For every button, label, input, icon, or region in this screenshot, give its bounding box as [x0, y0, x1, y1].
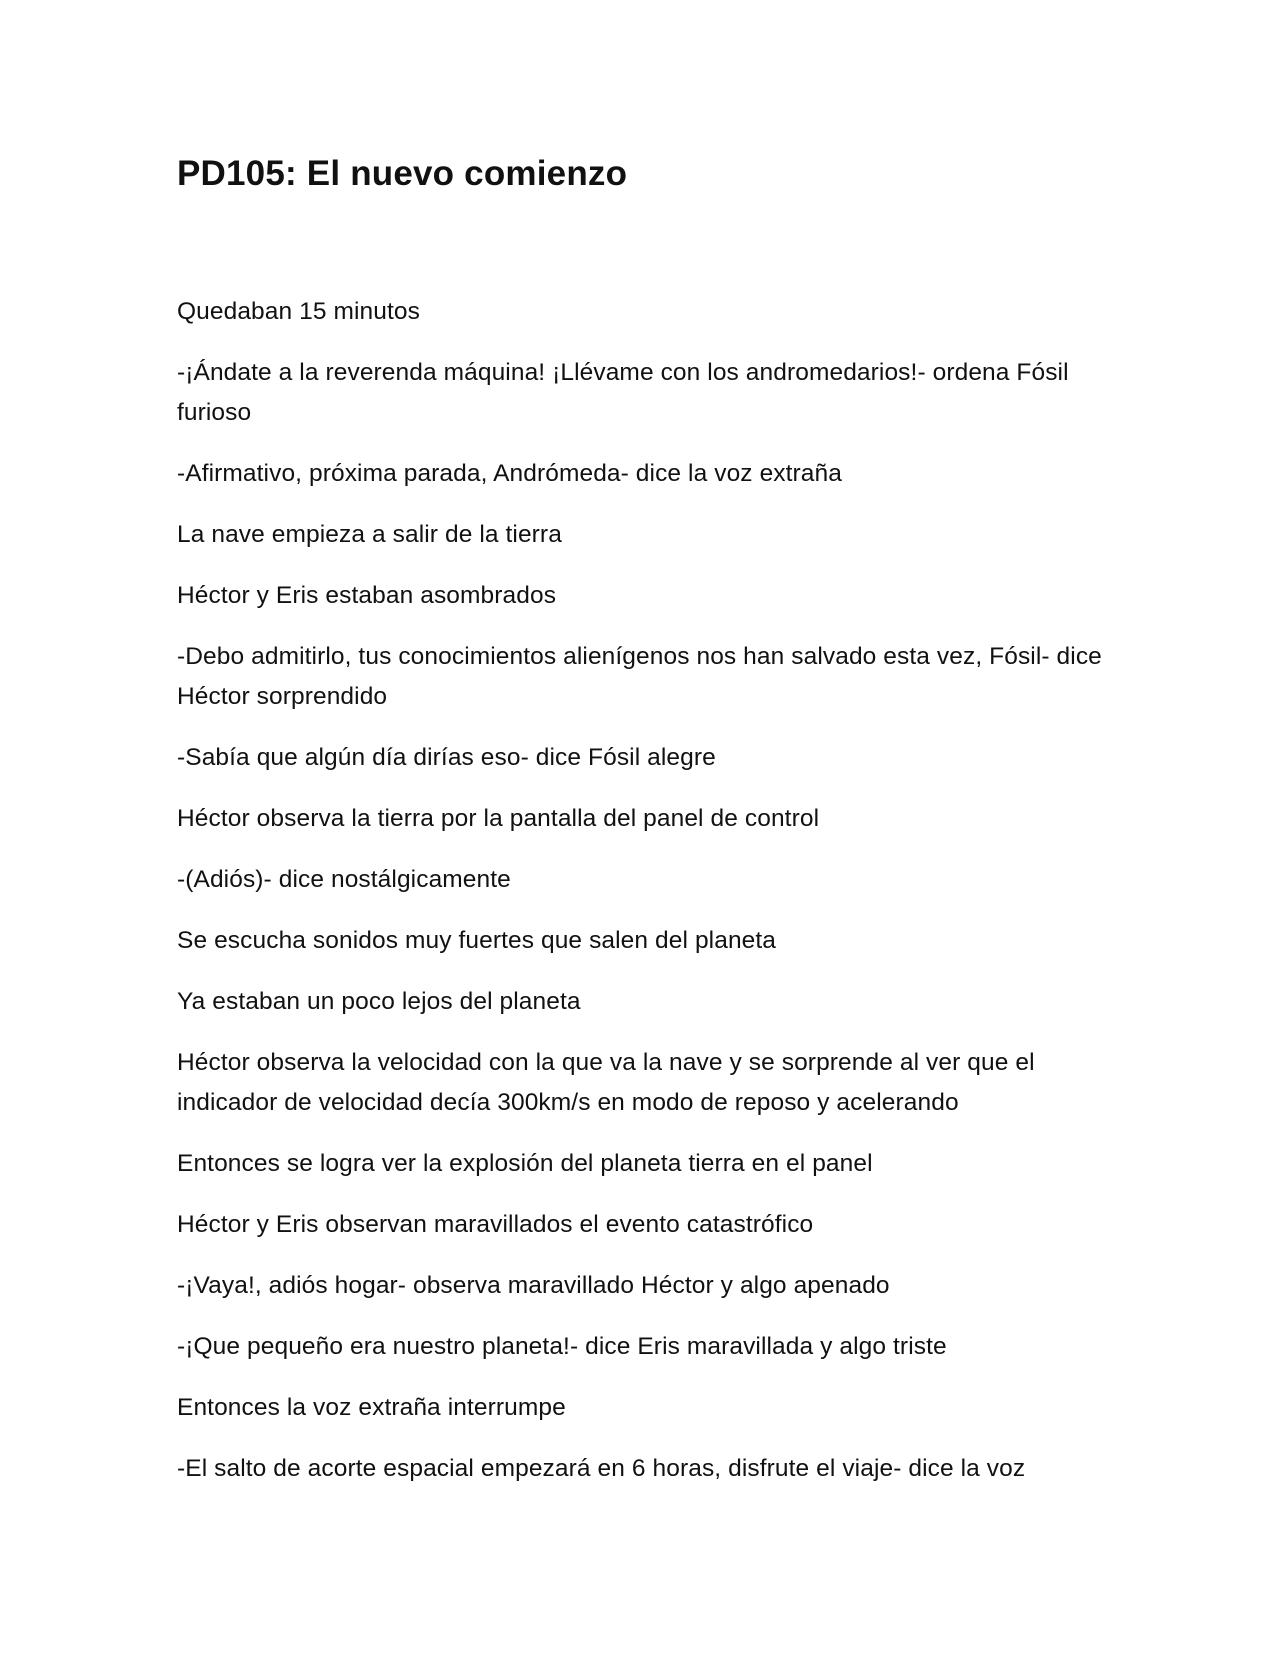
- paragraph: Quedaban 15 minutos: [177, 298, 420, 325]
- paragraph: -Debo admitirlo, tus conocimientos alienígenos nos han salvado esta vez, Fósil- dice Héctor sorprendido: [177, 643, 1102, 710]
- paragraph: Héctor y Eris observan maravillados el evento catastrófico: [177, 1211, 814, 1238]
- paragraph: -Afirmativo, próxima parada, Andrómeda- dice la voz extraña: [177, 460, 842, 487]
- paragraph: -¡Ándate a la reverenda máquina! ¡Llévame con los andromedarios!- ordena Fósil furioso: [177, 359, 1069, 426]
- document-body: [177, 292, 1107, 1510]
- paragraph: Héctor observa la velocidad con la que va la nave y se sorprende al ver que el indicador de velocidad decía 300km/s en modo de reposo y acelerando: [177, 1049, 1035, 1116]
- paragraph: Héctor observa la tierra por la pantalla del panel de control: [177, 805, 820, 832]
- document-title: PD105: El nuevo comienzo: [177, 154, 628, 193]
- paragraph: -El salto de acorte espacial empezará en 6 horas, disfrute el viaje- dice la voz: [177, 1455, 1026, 1482]
- paragraph: Entonces la voz extraña interrumpe: [177, 1394, 566, 1421]
- paragraph: Héctor y Eris estaban asombrados: [177, 582, 557, 609]
- paragraph: -¡Vaya!, adiós hogar- observa maravillado Héctor y algo apenado: [177, 1272, 890, 1299]
- document-page: [177, 0, 1107, 1656]
- paragraph: -Sabía que algún día dirías eso- dice Fósil alegre: [177, 744, 716, 771]
- paragraph: -¡Que pequeño era nuestro planeta!- dice Eris maravillada y algo triste: [177, 1333, 947, 1360]
- paragraph: Ya estaban un poco lejos del planeta: [177, 988, 581, 1015]
- paragraph: Entonces se logra ver la explosión del planeta tierra en el panel: [177, 1150, 873, 1177]
- paragraph: -(Adiós)- dice nostálgicamente: [177, 866, 511, 893]
- paragraph: La nave empieza a salir de la tierra: [177, 521, 562, 548]
- paragraph: Se escucha sonidos muy fuertes que salen del planeta: [177, 927, 777, 954]
